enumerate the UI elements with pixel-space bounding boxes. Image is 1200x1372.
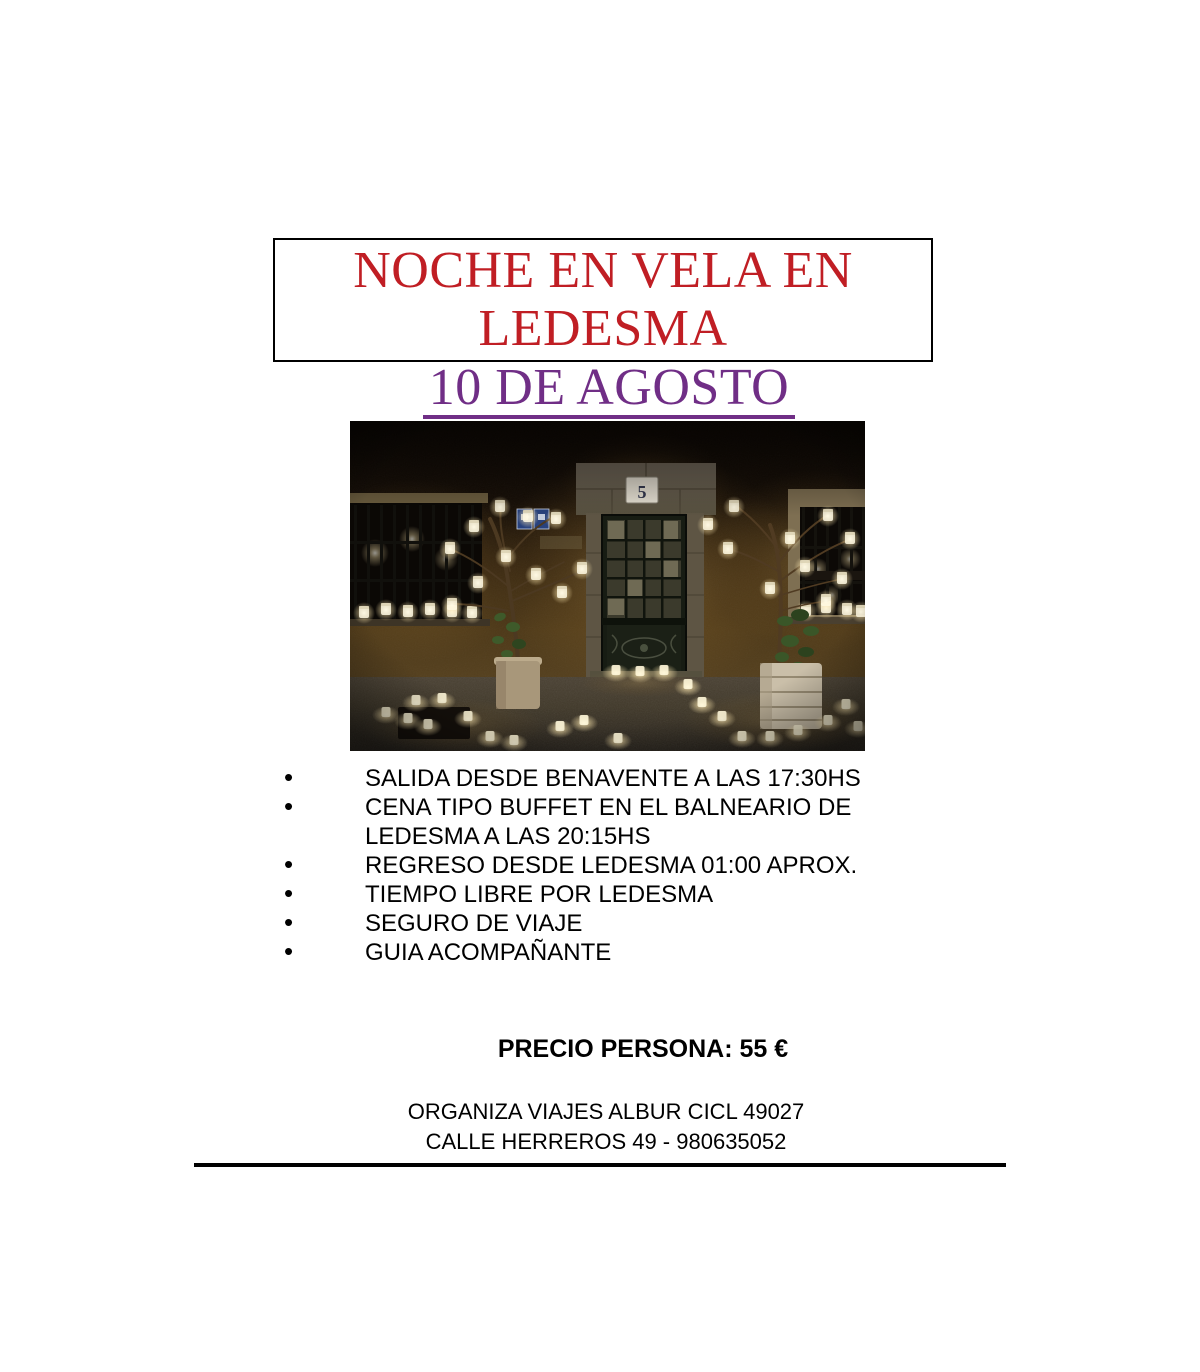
title-box <box>273 238 933 362</box>
divider-line <box>194 1163 1006 1167</box>
list-item-text: REGRESO DESDE LEDESMA 01:00 APROX. <box>365 852 858 879</box>
list-item <box>280 793 892 851</box>
list-item <box>280 851 892 880</box>
list-item-text: CENA TIPO BUFFET EN EL BALNEARIO DE LEDESMA A LAS 20:15HS <box>365 794 852 850</box>
organizer-line-2: CALLE HERREROS 49 - 980635052 <box>425 1129 787 1154</box>
details-list <box>280 764 892 967</box>
list-item <box>280 938 892 967</box>
organizer-line-1: ORGANIZA VIAJES ALBUR CICL 49027 <box>407 1099 805 1124</box>
price-line: PRECIO PERSONA: 55 € <box>497 1035 789 1063</box>
list-item <box>280 764 892 793</box>
event-date-row <box>0 359 1200 419</box>
list-item-text: SALIDA DESDE BENAVENTE A LAS 17:30HS <box>365 765 861 792</box>
list-item-text: TIEMPO LIBRE POR LEDESMA <box>365 881 714 908</box>
list-item <box>280 909 892 938</box>
list-item <box>280 880 892 909</box>
list-item-text: GUIA ACOMPAÑANTE <box>365 939 612 966</box>
list-item-text: SEGURO DE VIAJE <box>365 910 583 937</box>
candlelit-facade-illustration <box>350 421 865 751</box>
organizer-block <box>406 1097 806 1157</box>
event-title: NOCHE EN VELA EN LEDESMA <box>353 241 853 357</box>
event-date: 10 DE AGOSTO <box>423 364 795 419</box>
event-photo <box>350 421 865 751</box>
